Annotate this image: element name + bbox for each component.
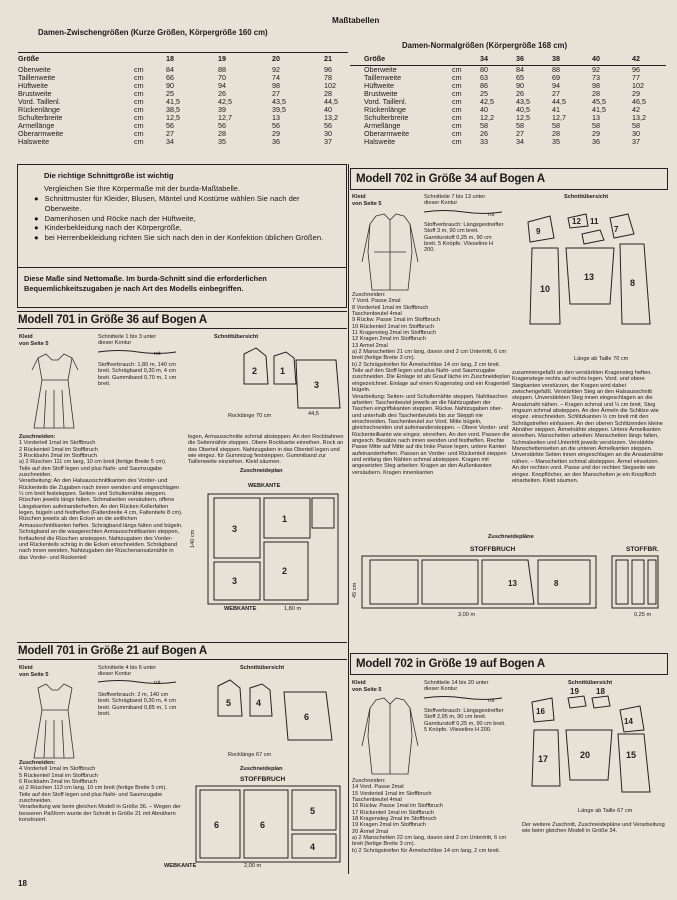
table-cell: 39,5 [272,105,286,114]
size-header: 42 [632,54,640,63]
m702b-laenge: Länge ab Taille 67 cm [578,808,633,814]
svg-text:1: 1 [280,366,286,376]
size-header: 36 [516,54,524,63]
m701a-teile: Schnitteile 1 bis 3 unter dieser Kontur [98,334,157,347]
table-cell: 84 [516,65,524,74]
svg-text:9: 9 [536,227,541,236]
m702a-von: von Seite 5 [352,201,382,207]
m701a-von: von Seite 5 [19,341,49,347]
m702b-stoff: Stoffverbrauch: Längsgestreifter Stoff 2,95 m, 90 cm breit. Garniturstoff 0,25 m, 90 cm breit. 5 Knöpfe. Vlieseline H 200. [424,708,506,734]
m702b-dress-sketch [360,696,422,776]
table-cell: 40,5 [516,105,530,114]
table-cell: 90 [516,81,524,90]
table-cell: 40 [480,105,488,114]
svg-text:2: 2 [282,566,288,576]
table-cell: 73 [592,73,600,82]
table-cell: 27 [166,129,174,138]
table-cell: 40 [324,105,332,114]
unit-label: cm [452,89,462,98]
table-cell: 12,5 [166,113,180,122]
m701a-head-rule [17,328,347,329]
table-cell: 12,5 [516,113,530,122]
m701a-zuschneiden [19,434,183,561]
table-cell: 28 [218,129,226,138]
table-cell: 94 [218,81,226,90]
guide-divider [17,267,347,268]
table-cell: 41,5 [592,105,606,114]
table-cell: 69 [552,73,560,82]
svg-text:13: 13 [508,579,517,588]
guide-bullet-4: bei Herrenbekleidung richten Sie sich nach den in der Konfektion üblichen Größen. [44,233,324,243]
table-cell: 92 [592,65,600,74]
table-cell: 90 [166,81,174,90]
table-cell: 26 [516,89,524,98]
svg-text:2: 2 [252,366,258,376]
m702a-length: 3,00 m [458,612,476,618]
table-cell: 66 [166,73,174,82]
table-cell: 58 [480,121,488,130]
column-divider [348,164,349,874]
table-cell: 74 [272,73,280,82]
m701a-445: 44,5 [308,411,319,417]
size-header: 19 [218,54,226,63]
m702a-cutting-layout [358,554,670,616]
m701b-cutting-layout [186,784,346,868]
measure-label: Schulterbreite [364,113,409,122]
size-header: 18 [166,54,174,63]
measure-label: Halsweite [364,137,396,146]
svg-text:20: 20 [580,750,591,760]
unit-label: cm [134,121,144,130]
svg-text:6: 6 [304,712,310,722]
m702a-rot: rot [488,212,495,218]
svg-text:3: 3 [232,524,238,534]
table-cell: 56 [272,121,280,130]
right-size-table [350,55,666,155]
left-table-rule [18,52,348,53]
m701b-rocklaenge: Rocklänge 67 cm [228,752,272,758]
unit-label: cm [134,113,144,122]
m701a-rot: rot [154,351,161,357]
table-cell: 12,7 [218,113,232,122]
m701a-zuschneideplan: Zuschneideplan [240,468,283,474]
m702a-zuschneideplaene: Zuschneidepläne [488,534,534,540]
table-cell: 36 [592,137,600,146]
table-cell: 56 [324,121,332,130]
table-cell: 70 [218,73,226,82]
guide-bullets [34,194,334,243]
m701b-teile: Schnitteile 4 bis 6 unter dieser Kontur [98,665,157,678]
svg-text:7: 7 [614,225,619,234]
table-cell: 42,5 [218,97,232,106]
m701a-webkante-top: WEBKANTE [248,483,281,489]
svg-text:10: 10 [540,284,551,294]
table-cell: 37 [324,137,332,146]
m702a-stoff: Stoffverbrauch: Längsgestreifter Stoff 3 m, 90 cm breit. Garniturstoff 0,25 m, 90 cm breit. 5 Knöpfe. Vlieseline H 200. [424,222,504,254]
m701a-zuschneiden-list: 1 Vorderteil 1mal im Stoffbruch 2 Rückenteil 1mal im Stoffbruch 3 Rockbahn 2mal im Stoffbruch a) 2 Rüschen 111 cm lang, 10 cm breit (fertige Breite 5 cm). Teile auf den Stoff legen und plus Naht- und Saumzugabe zuschneiden. [19,440,167,479]
svg-text:12: 12 [572,217,581,226]
m702a-length2: 0,25 m [634,612,652,618]
unit-label: cm [134,81,144,90]
m701b-kleid: Kleid [19,665,33,671]
measure-label: Armellänge [364,121,401,130]
m701a-width: 140 cm [190,529,196,548]
m701a-uebersicht: Schnittübersicht [214,334,259,340]
measure-label: Oberweite [18,65,51,74]
bullet-icon: ● [34,223,39,233]
m702a-kleid: Kleid [352,194,366,200]
guide-bullet-2: Damenhosen und Röcke nach der Hüftweite, [44,213,196,223]
table-cell: 26 [480,129,488,138]
measure-label: Rückenlänge [18,105,60,114]
table-cell: 56 [218,121,226,130]
m702a-dress-sketch [360,212,422,292]
table-cell: 30 [632,129,640,138]
svg-text:4: 4 [256,698,262,708]
table-cell: 63 [480,73,488,82]
m702a-col2: zusammengefaßt an den verstärkten Kragensteg heften. Kragenstege rechts auf rechts legen. Vord. und obere Stegkanten verstürzen, der Kragen wird dabei zwischengefaßt. Verstärkten Steg an den Halsausschnitt steppen. Unverstärkten Steg innen eingeschlagen an die Ansatznaht nähen. – Kragen schmal und ¼ cm breit, Steg ringsum schmal absteppen. An den Ärmeln die Schlitze wie eingez. einschneiden. Schlitzkanten ½ cm breit mit den Schrägstreifen einfassen. An den oberen Schlitzenden kleine Abnäher steppen. Ärmelnähte steppen. Untere Ärmelkanten einreihen. Manschetten arbeiten: Manschetten längs falten, Schmalseiten und Untertritt jeweils verstürzen. Verstärkte Manschettenseiten an die unteren Ärmelkanten steppen. Unverstärkte Seiten innen eingeschlagen an die Ansatznähte nähen. – Manschetten schmal absteppen. Ärmel einsetzen. An der rechten vord. Passe und der rechten Stegseite wie eingez. Knopflöcher, an den Manschetten je ein Knopfloch einarbeiten. Kleid säumen. [512,370,664,484]
size-label: Größe [364,54,386,63]
svg-text:15: 15 [626,750,637,760]
m701b-stoff: Stoffverbrauch: 2 m, 140 cm breit. Schrägband 0,30 m, 4 cm breit. Gummiband 0,85 m, 1 cm breit. [98,692,177,718]
page-number: 18 [18,879,27,888]
table-cell: 28 [552,129,560,138]
m701a-top-rule [17,311,347,312]
unit-label: cm [452,97,462,106]
table-cell: 38,5 [166,105,180,114]
unit-label: cm [452,65,462,74]
page [14,8,668,892]
m701a-pattern-overview [240,344,344,416]
table-cell: 13,2 [324,113,338,122]
table-cell: 98 [592,81,600,90]
table-cell: 30 [324,129,332,138]
table-cell: 58 [632,121,640,130]
table-cell: 42 [632,105,640,114]
m701a-mid-text: legen, Armausschnitte schmal absteppen. An den Rockbahnen die Seitennähte steppen. Obere Rockkante einreihen. Rock an das Oberteil steppen. Nahtzugaben in das Oberteil legen und wie eingez. für Gummizug feststeppen. Gummiband zur Taillenweite einziehen. Kleid säumen. [188,434,344,466]
table-cell: 33 [480,137,488,146]
size-header: 20 [272,54,280,63]
measure-label: Brustweite [18,89,52,98]
size-header: 21 [324,54,332,63]
table-cell: 29 [632,89,640,98]
m702a-width: 45 cm [352,582,358,598]
m701b-contour-line [98,678,178,688]
svg-text:13: 13 [584,272,595,282]
table-cell: 12,2 [480,113,494,122]
tables-title: Maßtabellen [332,16,380,25]
guide-note: Diese Maße sind Nettomaße. Im burda-Schnitt sind die erforderlichen Bequemlichkeitszugaben je nach Art des Modells einbegriffen. [24,274,267,293]
guide-bullet-3: Kinderbekleidung nach der Körpergröße, [44,223,182,233]
m701b-stoffbruch: STOFFBRUCH [240,776,286,783]
m702a-stoffbruch: STOFFBRUCH [470,546,516,553]
m702b-von: von Seite 5 [352,687,382,693]
table-cell: 58 [592,121,600,130]
measure-label: Schulterbreite [18,113,63,122]
m701a-verarbeitung: Verarbeitung: An den Halsausschnittkanten des Vorder- und Rückenteils die Zugaben nach innen wenden und eingeschlagen ½ cm breit feststeppen. Seiten- und Schulternähte steppen. Rüschen jeweils längs falten, Schmalseiten versäubern, offene Längskanten aufeinanderheften. An den Rücken Kellerfalten legen, bügeln und festheften (Faltenbreite 4 cm, Faltentiefe 8 cm). Rüschen jeweils ab den Ecken an die seitlichen Armausschnittkanten heften. Schrägband längs falten und bügeln. Schrägband an die waagerechten Armausschnittkanten steppen, fortlaufend die Rüschen ansteppen. Nahtzugaben des Vorder- und Rückenteils schräg in die Ecken einschneiden. Schrägband nach innen wenden, Nahtzugaben der Rüschenansatznähte in das Vorder- und Rückenteil [19,478,183,561]
guide-intro: Vergleichen Sie Ihre Körpermaße mit der burda-Maßtabelle. [44,184,240,193]
table-cell: 29 [592,129,600,138]
bullet-icon: ● [34,213,39,223]
left-table-title: Damen-Zwischengrößen (Kurze Größen, Körpergröße 160 cm) [38,28,268,37]
table-cell: 78 [324,73,332,82]
svg-text:14: 14 [624,717,633,726]
m701b-zuschneiden-list: 4 Vorderteil 1mal im Stoffbruch 5 Rückenteil 1mal im Stoffbruch 6 Rockbahn 2mal im Stoffbruch a) 2 Rüschen 113 cm lang, 10 cm breit (fertige Breite 5 cm). Teile auf den Stoff legen und plus Naht- und Saumzugabe zuschneiden. Verarbeitung wie beim gleichen Modell in Größe 36. – Wegen der besseren Paßform wurde der Schnitt in Größe 21 mit Abnähern konstruiert. [19,766,181,824]
m701b-uebersicht: Schnittübersicht [240,665,285,671]
unit-label: cm [452,121,462,130]
measure-label: Oberweite [364,65,397,74]
svg-text:6: 6 [214,820,220,830]
guide-bullet-1: Schnittmuster für Kleider, Blusen, Mäntel und Kostüme wählen Sie nach der Oberweite. [44,194,300,213]
m702b-pattern-overview [522,687,668,806]
size-header: 40 [592,54,600,63]
m701b-top-rule [17,642,347,643]
m702a-laenge: Länge ab Taille 70 cm [574,356,629,362]
table-cell: 36 [272,137,280,146]
unit-label: cm [452,113,462,122]
svg-text:1: 1 [282,514,288,524]
table-cell: 92 [272,65,280,74]
unit-label: cm [452,73,462,82]
unit-label: cm [452,105,462,114]
m701b-pattern-overview [214,676,344,748]
m702b-rot: rot [488,698,495,704]
m701b-webkante: WEBKANTE [164,863,197,869]
size-header: 34 [480,54,488,63]
m701b-length: 2,00 m [244,863,262,869]
m701a-dress-sketch [24,350,86,432]
unit-label: cm [134,65,144,74]
table-cell: 35 [552,137,560,146]
table-cell: 42,5 [480,97,494,106]
table-cell: 86 [480,81,488,90]
m702b-heading: Modell 702 in Größe 19 auf Bogen A [356,658,545,670]
table-cell: 88 [218,65,226,74]
svg-text:5: 5 [310,806,316,816]
m701a-length: 1,80 m [284,606,302,612]
table-cell: 28 [592,89,600,98]
right-table-title: Damen-Normalgrößen (Körpergröße 168 cm) [402,41,568,50]
table-cell: 44,5 [552,97,566,106]
m702a-col1: Zuschneiden: 7 Vord. Passe 2mal 8 Vorderteil 1mal im Stoffbruch Taschenbeutel 4mal 9 Rückw. Passe 1mal im Stoffbruch 10 Rückenteil 1mal im Stoffbruch 11 Kragensteg 2mal im Stoffbruch 12 Kragen 2mal im Stoffbruch 13 Armel 2mal a) 2 Manschetten 21 cm lang, davon sind 2 cm Untertritt, 6 cm breit (fertige Breite 3 cm). b) 2 Schrägstreifen für Ärmelschlitze 14 cm lang, 2 cm breit. Teile auf den Stoff legen und plus Naht- und Saumzugabe zuschneiden. Die Einlage ist als Grauf läche im Zuschneideplan eingezeichnet. Einlage auf einen Kragensteg und ein Kragenteil bügeln. Verarbeitung: Seiten- und Schulternähte steppen. Nahttaschen arbeiten: Taschenbeutel jeweils an die Nahtzugaben der Taschen eingriffskanten steppen. Rückw. Nahtzugaben ober- und unterhalb des Taschenbeutels bis zur Steppli nie einschneiden. Taschenbeutel zur Vord. Mitte bügeln, gleichschneiden und aufeinandersteppen. – Obere Vorder- und Rückenteilkante wie eingez. einreihen. An den vord. Passen die angesch. Besätze nach innen wenden und festheften. Rechte Passe Mitte auf Mitte auf die linke Passe legen, untere Kanten aufeinanderheften. Passen an Vorder- und Rückenteil steppen und entlang den Nähten schmal absteppen. Kragen mit angesetzten Steg arbeiten: Kragen an den Außenkanten versäubern. Kragen innenkanten [352,292,510,476]
table-cell: 44,5 [324,97,338,106]
m701b-dress-sketch [24,680,86,762]
m701a-contour-line [98,348,178,358]
table-cell: 102 [632,81,644,90]
svg-text:5: 5 [226,698,232,708]
table-cell: 58 [552,121,560,130]
unit-label: cm [134,129,144,138]
svg-text:18: 18 [596,687,605,696]
table-cell: 39 [218,105,226,114]
table-cell: 88 [552,65,560,74]
svg-text:3: 3 [314,380,320,390]
unit-label: cm [134,89,144,98]
table-cell: 84 [166,65,174,74]
m701b-rot: rot [154,680,161,686]
svg-text:16: 16 [536,707,545,716]
measure-label: Hüftweite [18,81,48,90]
m702b-kleid: Kleid [352,680,366,686]
m702a-pattern-overview [510,204,668,344]
table-cell: 77 [632,73,640,82]
svg-text:3: 3 [232,576,238,586]
unit-label: cm [452,129,462,138]
table-cell: 13 [592,113,600,122]
svg-text:4: 4 [310,842,316,852]
table-cell: 102 [324,81,336,90]
table-cell: 41,5 [166,97,180,106]
measure-label: Oberarmweite [18,129,64,138]
measure-label: Vord. Taillenl. [364,97,407,106]
m702a-teile: Schnitteile 7 bis 13 unter dieser Kontur [424,194,486,207]
svg-text:19: 19 [570,687,579,696]
m702b-uebersicht: Schnittübersicht [568,680,613,686]
svg-text:17: 17 [538,754,549,764]
svg-text:8: 8 [630,278,636,288]
table-cell: 58 [516,121,524,130]
table-cell: 34 [516,137,524,146]
unit-label: cm [134,73,144,82]
table-cell: 35 [218,137,226,146]
measure-label: Armellänge [18,121,55,130]
m701b-zuschneiden [19,760,185,823]
m702a-uebersicht: Schnittübersicht [564,194,609,200]
table-cell: 27 [516,129,524,138]
measure-label: Taillenweite [364,73,402,82]
bullet-icon: ● [34,233,39,243]
measure-label: Halsweite [18,137,50,146]
table-cell: 27 [272,89,280,98]
table-cell: 94 [552,81,560,90]
m702b-col2: Der weitere Zuschnitt, Zuschneidepläne und Verarbeitung wie beim gleichen Modell in Größe 34. [522,822,665,835]
table-cell: 28 [324,89,332,98]
table-cell: 96 [632,65,640,74]
table-cell: 46,5 [632,97,646,106]
measure-label: Rückenlänge [364,105,406,114]
table-cell: 27 [552,89,560,98]
unit-label: cm [452,81,462,90]
m701b-head-rule [17,659,347,660]
left-size-table [18,55,348,155]
m701b-von: von Seite 5 [19,672,49,678]
table-cell: 13 [272,113,280,122]
m701a-zuschneiden-heading: Zuschneiden: [19,434,56,440]
size-header: 38 [552,54,560,63]
table-cell: 43,5 [516,97,530,106]
m701b-zuschneiden-heading: Zuschneiden: [19,760,56,766]
unit-label: cm [452,137,462,146]
table-cell: 65 [516,73,524,82]
table-cell: 43,5 [272,97,286,106]
svg-text:8: 8 [554,579,559,588]
measure-label: Taillenweite [18,73,56,82]
unit-label: cm [134,97,144,106]
m701a-webkante-bottom: WEBKANTE [224,606,257,612]
m702a-stoffbr: STOFFBR. [626,546,659,553]
table-cell: 80 [480,65,488,74]
m702b-teile: Schnitteile 14 bis 20 unter dieser Kontur [424,680,489,693]
measure-label: Brustweite [364,89,398,98]
m701a-heading: Modell 701 in Größe 36 auf Bogen A [18,314,207,326]
table-cell: 29 [272,129,280,138]
m701a-stoff: Stoffverbrauch: 1,80 m, 140 cm breit. Schrägband 0,30 m, 4 cm breit. Gummiband 0,70 m, 1 cm breit. [98,362,177,388]
m701a-rocklaenge: Rocklänge 70 cm [228,413,272,419]
table-cell: 13,2 [632,113,646,122]
table-cell: 56 [166,121,174,130]
table-cell: 41 [552,105,560,114]
table-cell: 98 [272,81,280,90]
m701b-heading: Modell 701 in Größe 21 auf Bogen A [18,645,207,657]
m701b-zuschneideplan: Zuschneideplan [240,766,283,772]
unit-label: cm [134,137,144,146]
guide-heading: Die richtige Schnittgröße ist wichtig [44,171,174,180]
measure-label: Hüftweite [364,81,394,90]
table-cell: 25 [166,89,174,98]
bullet-icon: ● [34,194,39,203]
unit-label: cm [134,105,144,114]
measure-label: Vord. Taillenl. [18,97,61,106]
table-cell: 26 [218,89,226,98]
table-cell: 96 [324,65,332,74]
svg-text:11: 11 [590,217,599,226]
m702b-col1: Zuschneiden: 14 Vord. Passe 2mal 15 Vorderteil 1mal im Stoffbruch Taschenbeutel 4mal 16 Rückw. Passe 1mal im Stoffbruch 17 Rückenteil 1mal im Stoffbruch 18 Kragensteg 2mal im Stoffbruch 19 Kragen 2mal im Stoffbruch 20 Ärmel 2mal a) 2 Manschetten 22 cm lang, davon sind 2 cm Untertritt, 6 cm breit (fertige Breite 3 cm). b) 2 Schrägstreifen für Ärmelschlitze 14 cm lang, 2 cm breit. [352,778,507,854]
table-cell: 12,7 [552,113,566,122]
table-cell: 25 [480,89,488,98]
svg-text:6: 6 [260,820,266,830]
table-cell: 34 [166,137,174,146]
m702a-heading: Modell 702 in Größe 34 auf Bogen A [356,173,545,185]
table-cell: 37 [632,137,640,146]
m701a-cutting-layout [198,492,348,612]
table-cell: 45,5 [592,97,606,106]
size-label: Größe [18,54,40,63]
measure-label: Oberarmweite [364,129,410,138]
m701a-kleid: Kleid [19,334,33,340]
